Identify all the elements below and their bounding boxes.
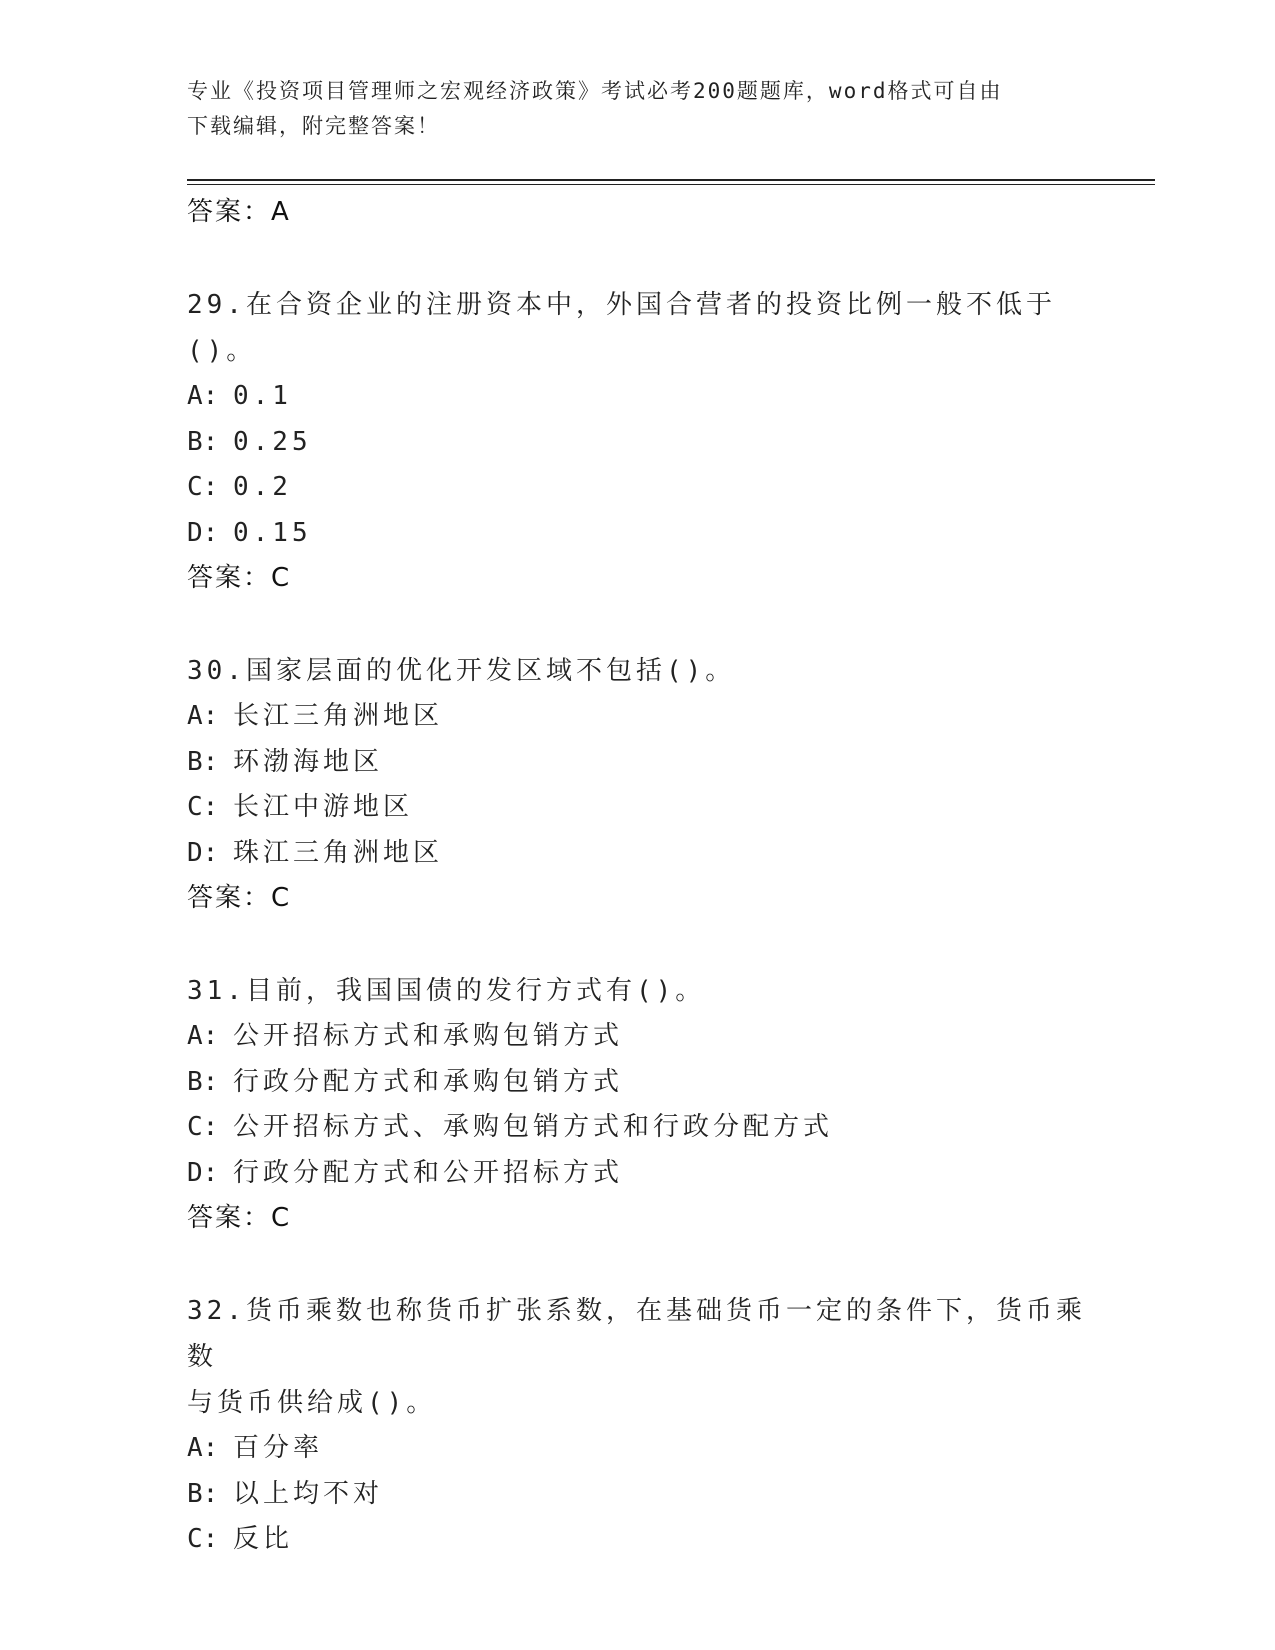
option-d (187, 511, 1087, 557)
option-a (187, 694, 1087, 740)
option-b (187, 420, 1087, 466)
header-line-2: 下载编辑，附完整答案！ (187, 114, 440, 138)
answer-line (187, 190, 1087, 235)
option-label: A: (187, 381, 219, 411)
option-label: A: (187, 701, 219, 731)
question-text: 29.在合资企业的注册资本中，外国合营者的投资比例一般不低于()。 (187, 290, 1056, 366)
option-label: C: (187, 792, 219, 822)
header-line-1: 专业《投资项目管理师之宏观经济政策》考试必考200题题库，word格式可自由 (187, 79, 1003, 103)
option-label: C: (187, 1524, 219, 1554)
option-text: 行政分配方式和公开招标方式 (233, 1157, 624, 1188)
option-c (187, 1105, 1087, 1151)
option-b (187, 1060, 1087, 1106)
question-text-line-2: 与货币供给成()。 (187, 1388, 437, 1418)
answer-value: C (271, 1203, 292, 1233)
option-label: B: (187, 1478, 219, 1509)
option-label: D: (187, 1157, 219, 1188)
question-block (187, 1288, 1087, 1563)
option-c (187, 1517, 1087, 1563)
answer-prefix: 答案： (187, 1203, 272, 1233)
question-text-line-1: 32.货币乘数也称货币扩张系数，在基础货币一定的条件下，货币乘数 (187, 1296, 1086, 1372)
option-text: 以上均不对 (233, 1478, 384, 1509)
option-a (187, 1426, 1087, 1472)
option-label: A: (187, 1021, 219, 1051)
option-text: 长江中游地区 (233, 792, 414, 822)
option-text: 0.25 (233, 426, 312, 457)
option-text: 0.2 (233, 472, 292, 502)
option-a (187, 1014, 1087, 1060)
option-text: 0.15 (233, 517, 312, 548)
question-list (187, 190, 1087, 1563)
option-c (187, 465, 1087, 511)
option-label: D: (187, 517, 219, 548)
option-label: B: (187, 746, 219, 777)
option-text: 行政分配方式和承购包销方式 (233, 1066, 624, 1097)
question-block (187, 648, 1087, 921)
option-text: 长江三角洲地区 (233, 701, 444, 731)
header-rule-thin (187, 184, 1155, 185)
answer-prefix: 答案： (187, 563, 272, 593)
option-text: 0.1 (233, 381, 292, 411)
answer-line (187, 556, 1087, 601)
option-label: C: (187, 1112, 219, 1142)
option-c (187, 785, 1087, 831)
answer-value: C (271, 563, 292, 593)
option-label: D: (187, 837, 219, 868)
option-text: 珠江三角洲地区 (233, 837, 444, 868)
answer-prefix: 答案： (187, 197, 272, 227)
option-d (187, 1151, 1087, 1197)
option-label: B: (187, 426, 219, 457)
option-b (187, 740, 1087, 786)
option-label: C: (187, 472, 219, 502)
answer-value: C (271, 883, 292, 913)
question-text: 30.国家层面的优化开发区域不包括()。 (187, 656, 736, 686)
option-text: 公开招标方式和承购包销方式 (233, 1021, 624, 1051)
option-text: 公开招标方式、承购包销方式和行政分配方式 (233, 1112, 834, 1142)
answer-line (187, 876, 1087, 921)
question-block (187, 968, 1087, 1241)
question-block (187, 282, 1087, 601)
document-header (187, 74, 1067, 144)
answer-value: A (271, 197, 291, 227)
option-label: A: (187, 1433, 219, 1463)
option-label: B: (187, 1066, 219, 1097)
answer-line (187, 1196, 1087, 1241)
answer-prefix: 答案： (187, 883, 272, 913)
option-b (187, 1472, 1087, 1518)
option-d (187, 831, 1087, 877)
option-text: 环渤海地区 (233, 746, 384, 777)
option-text: 百分率 (233, 1433, 324, 1463)
option-text: 反比 (233, 1524, 294, 1554)
question-text: 31.目前，我国国债的发行方式有()。 (187, 976, 706, 1006)
option-a (187, 374, 1087, 420)
header-rule-thick (187, 179, 1155, 181)
